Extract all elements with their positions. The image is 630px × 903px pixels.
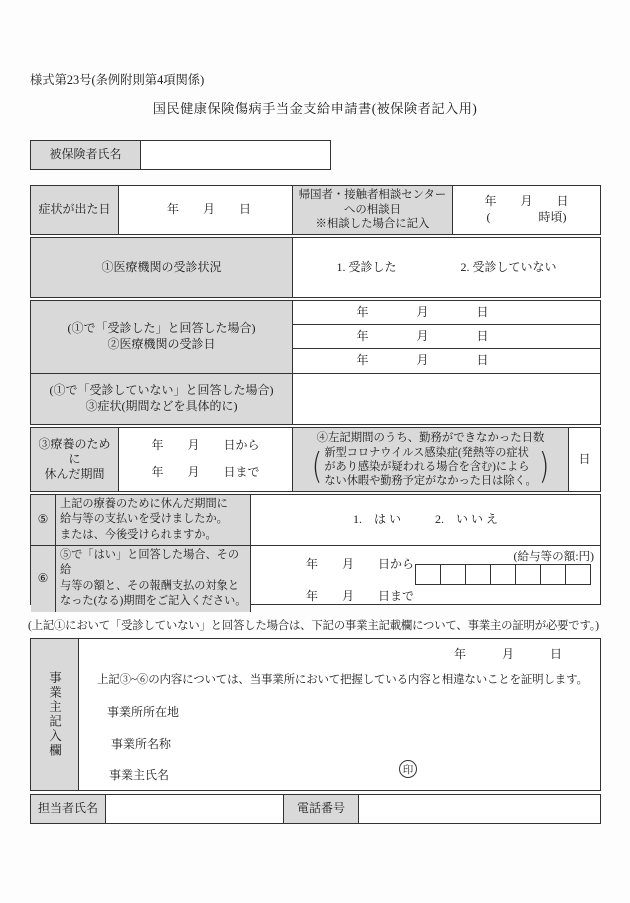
- seal-mark-icon: 印: [399, 760, 417, 778]
- q6-amount-label: (給与等の額:円): [513, 550, 594, 563]
- symptom-date-field: 年 月 日: [119, 186, 293, 234]
- employer-contact-row: [30, 794, 601, 824]
- q6-to-field: 年 月 日まで: [306, 589, 415, 603]
- insured-name-field: [141, 141, 330, 169]
- employer-certification-note: (上記①において「受診していない」と回答した場合は、下記の事業主記載欄について、事業主の証明が必要です。): [28, 620, 599, 632]
- q3-label: (①で「受診していない」と回答した場合) ③症状(期間などを具体的に): [31, 374, 293, 424]
- amount-box: [515, 564, 541, 585]
- q5-label: 上記の療養のために休んだ期間に 給与等の支払いを受けましたか。 または、今後受けられますか。: [56, 495, 251, 546]
- symptom-date-label: 症状が出た日: [31, 186, 119, 234]
- q1-label: ①医療機関の受診状況: [31, 238, 293, 297]
- phone-field: [359, 795, 600, 823]
- amount-box: [490, 564, 516, 585]
- q6-number: ⑥: [31, 546, 56, 612]
- employer-body: [79, 639, 600, 790]
- amount-box: [415, 564, 441, 585]
- open-bracket: (: [312, 446, 323, 488]
- form-number: 様式第23号(条例附則第4項関係): [30, 73, 205, 87]
- employer-certify-text: 上記③~⑥の内容については、当事業所において把握している内容と相違ないことを証明します。: [97, 674, 588, 686]
- q1-options: [293, 238, 600, 297]
- employer-column-label: 事業主記入欄: [31, 639, 79, 790]
- q6-answer-area: [251, 546, 600, 612]
- phone-label: 電話番号: [284, 795, 359, 823]
- amount-box: [565, 564, 591, 585]
- q1-row: [30, 237, 601, 298]
- employer-section: [30, 638, 601, 791]
- amount-boxes: [415, 564, 591, 585]
- q4-note: ( 新型コロナウイルス感染症(発熱等の症状 があり感染が疑われる場合を含む)によら ない休暇や勤務予定がなかった日は除く。 ): [312, 446, 549, 488]
- rest-period-label: ③療養のため に 休んだ期間: [31, 428, 119, 491]
- employer-date-field: 年 月 日: [454, 647, 563, 661]
- q4-days-field: 日: [578, 451, 591, 466]
- consult-date-field: 年 月 日 ( 時頃): [484, 194, 569, 224]
- amount-box: [440, 564, 466, 585]
- q4-label: ④左記期間のうち、勤務ができなかった日数 ( 新型コロナウイルス感染症(発熱等の症状 があり感染が疑われる場合を含む)によら ない休暇や勤務予定がなかった日は除く。 ): [293, 428, 569, 491]
- symptom-date-row: [30, 185, 601, 235]
- q2-date-field-3: 年 月 日: [293, 349, 600, 374]
- rest-period-from: 年 月 日から: [151, 438, 260, 453]
- office-address-label: 事業所所在地: [107, 705, 180, 719]
- q2-label: (①で「受診した」と回答した場合) ②医療機関の受診日: [31, 301, 293, 374]
- q5-option-yes: 1. は い: [352, 512, 401, 527]
- amount-box: [540, 564, 566, 585]
- q5-option-no: 2. い い え: [435, 512, 499, 527]
- amount-box: [465, 564, 491, 585]
- contact-name-label: 担当者氏名: [31, 795, 106, 823]
- office-name-label: 事業所名称: [111, 737, 172, 751]
- rest-period-dates: [119, 428, 293, 491]
- q1-option-2: 2. 受診していない: [460, 259, 557, 274]
- q2-date-field-2: 年 月 日: [293, 325, 600, 349]
- close-bracket: ): [538, 446, 549, 488]
- q6-from-field: 年 月 日から: [306, 557, 415, 571]
- contact-name-field: [106, 795, 284, 823]
- q5-q6-rows: [30, 494, 601, 608]
- q2-date-field-1: 年 月 日: [293, 301, 600, 325]
- consult-center-label: 帰国者・接触者相談センター への相談日 ※相談した場合に記入: [293, 186, 453, 234]
- q6-label: ⑤で「はい」と回答した場合、その給 与等の額と、その報酬支払の対象と なった(なる)期間をご記入ください。: [56, 546, 251, 612]
- q5-number: ⑤: [31, 495, 56, 546]
- q3b-q4-row: [30, 427, 601, 492]
- q3-symptoms-field: [293, 374, 600, 424]
- page-title: 国民健康保険傷病手当金支給申請書(被保険者記入用): [152, 101, 478, 116]
- rest-period-to: 年 月 日まで: [151, 464, 260, 479]
- insured-name-label: 被保険者氏名: [31, 141, 141, 169]
- insured-name-table: [30, 140, 331, 170]
- q1-option-1: 1. 受診した: [336, 259, 397, 274]
- q2-q3-rows: [30, 300, 601, 425]
- owner-name-label: 事業主氏名: [109, 768, 170, 782]
- q5-options: [251, 495, 600, 546]
